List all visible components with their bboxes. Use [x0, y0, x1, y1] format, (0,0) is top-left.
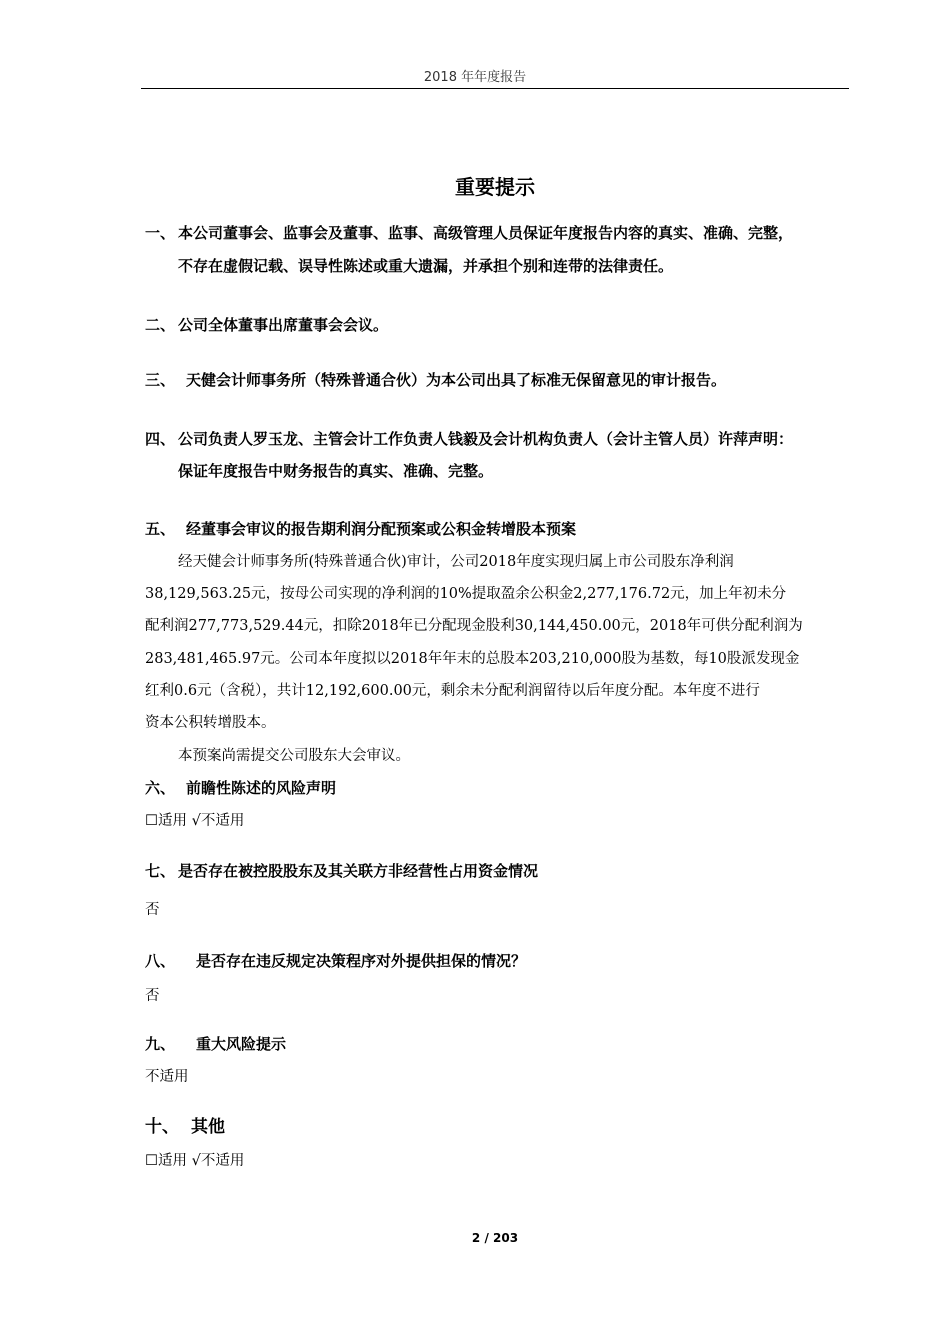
section-10-heading: 其他	[191, 1117, 225, 1137]
section-9-heading: 重大风险提示	[196, 1035, 287, 1053]
section-7-answer: 否	[145, 902, 160, 918]
section-5-body-3: 配利润277,773,529.44元，扣除2018年已分配现金股利30,144,450.00元，2018年可供分配利润为	[145, 618, 803, 634]
section-6-heading: 前瞻性陈述的风险声明	[186, 779, 337, 797]
section-5-body-2: 38,129,563.25元，按母公司实现的净利润的10%提取盈余公积金2,277,176.72元，加上年初未分	[145, 586, 787, 602]
section-7-heading: 是否存在被控股股东及其关联方非经营性占用资金情况	[178, 862, 539, 880]
section-3-number: 三、	[145, 371, 176, 389]
section-5-heading: 经董事会审议的报告期利润分配预案或公积金转增股本预案	[186, 520, 577, 538]
section-4-line-2: 保证年度报告中财务报告的真实、准确、完整。	[178, 462, 494, 480]
section-8-heading: 是否存在违反规定决策程序对外提供担保的情况？	[196, 952, 527, 970]
section-2-number: 二、	[145, 316, 176, 334]
section-10-number: 十、	[145, 1117, 179, 1137]
section-6-answer: ☐适用 √不适用	[145, 813, 245, 829]
section-1-number: 一、	[145, 224, 176, 242]
page-number: 2 / 203	[471, 1231, 519, 1245]
section-8-number: 八、	[145, 952, 176, 970]
section-5-body-7: 本预案尚需提交公司股东大会审议。	[178, 748, 410, 764]
section-7-number: 七、	[145, 862, 176, 880]
section-5-body-4: 283,481,465.97元。公司本年度拟以2018年年末的总股本203,210,000股为基数，每10股派发现金	[145, 651, 800, 667]
header-rule	[141, 88, 849, 89]
section-3-line-1: 天健会计师事务所（特殊普通合伙）为本公司出具了标准无保留意见的审计报告。	[186, 371, 727, 389]
section-9-number: 九、	[145, 1035, 176, 1053]
section-4-line-1: 公司负责人罗玉龙、主管会计工作负责人钱毅及会计机构负责人（会计主管人员）许萍声明：	[178, 430, 794, 448]
section-1-line-1: 本公司董事会、监事会及董事、监事、高级管理人员保证年度报告内容的真实、准确、完整，	[178, 224, 794, 242]
running-header: 2018 年年度报告	[423, 70, 527, 85]
section-2-line-1: 公司全体董事出席董事会会议。	[178, 316, 389, 334]
section-1-line-2: 不存在虚假记载、误导性陈述或重大遗漏，并承担个别和连带的法律责任。	[178, 257, 674, 275]
section-5-body-5: 红利0.6元（含税），共计12,192,600.00元，剩余未分配利润留待以后年度分配。本年度不进行	[145, 683, 760, 699]
section-8-answer: 否	[145, 988, 160, 1004]
section-5-body-1: 经天健会计师事务所(特殊普通合伙)审计，公司2018年度实现归属上市公司股东净利润	[178, 554, 734, 570]
section-10-answer: ☐适用 √不适用	[145, 1153, 245, 1169]
section-4-number: 四、	[145, 430, 176, 448]
page-title: 重要提示	[455, 175, 535, 199]
section-5-number: 五、	[145, 520, 176, 538]
section-5-body-6: 资本公积转增股本。	[145, 715, 276, 731]
section-6-number: 六、	[145, 779, 176, 797]
section-9-answer: 不适用	[145, 1069, 189, 1085]
